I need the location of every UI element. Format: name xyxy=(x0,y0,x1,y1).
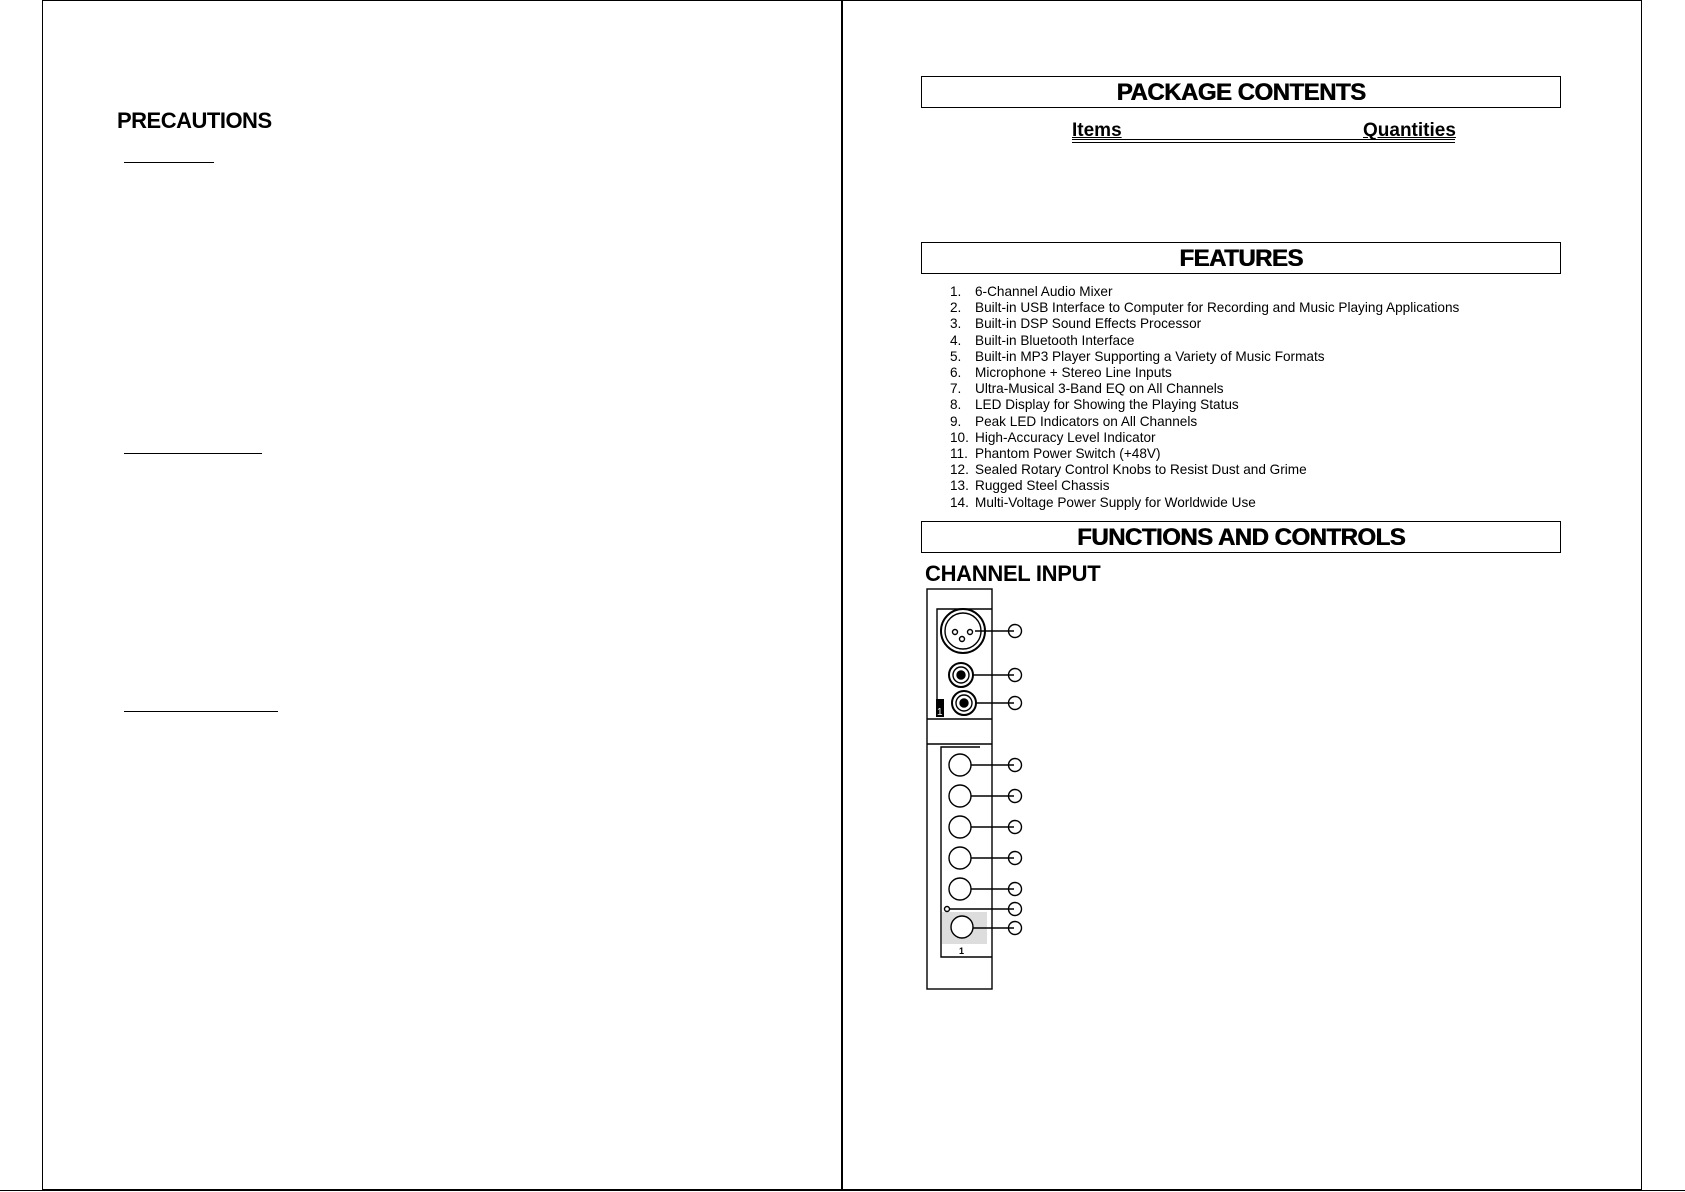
list-item: 14. Multi-Voltage Power Supply for Worldwide Use xyxy=(950,494,1256,510)
quantities-column-header: Quantities xyxy=(1363,120,1456,141)
list-item: 4. Built-in Bluetooth Interface xyxy=(950,332,1135,348)
section-rule-1 xyxy=(124,162,214,163)
list-item: 12. Sealed Rotary Control Knobs to Resist Dust and Grime xyxy=(950,462,1307,478)
features-list xyxy=(950,284,1459,511)
strip-bottom-label: 1 xyxy=(959,946,965,956)
list-item: 8. LED Display for Showing the Playing Status xyxy=(950,397,1239,413)
list-item: 13. Rugged Steel Chassis xyxy=(950,478,1110,494)
precautions-heading: PRECAUTIONS xyxy=(117,108,272,133)
package-contents-heading: PACKAGE CONTENTS xyxy=(921,76,1561,108)
functions-heading: FUNCTIONS AND CONTROLS xyxy=(921,521,1561,553)
features-heading: FEATURES xyxy=(921,242,1561,274)
items-column-header: Items xyxy=(1072,120,1122,141)
list-item: 6. Microphone + Stereo Line Inputs xyxy=(950,365,1172,381)
section-rule-2 xyxy=(124,453,262,454)
list-item: 9. Peak LED Indicators on All Channels xyxy=(950,413,1198,429)
list-item: 1. 6-Channel Audio Mixer xyxy=(950,284,1113,299)
channel-strip-diagram xyxy=(925,587,1037,993)
left-page xyxy=(42,0,842,1190)
list-item: 7. Ultra-Musical 3-Band EQ on All Channels xyxy=(950,381,1224,397)
list-item: 5. Built-in MP3 Player Supporting a Variety of Music Formats xyxy=(950,348,1325,364)
page-bottom-edge xyxy=(0,1190,1685,1191)
channel-input-title: CHANNEL INPUT xyxy=(925,561,1101,586)
list-item: 11. Phantom Power Switch (+48V) xyxy=(950,446,1161,462)
strip-channel-label: 1 xyxy=(937,707,943,718)
list-item: 10. High-Accuracy Level Indicator xyxy=(950,429,1156,445)
section-rule-3 xyxy=(124,711,278,712)
list-item: 2. Built-in USB Interface to Computer for Recording and Music Playing Applications xyxy=(950,300,1460,316)
list-item: 3. Built-in DSP Sound Effects Processor xyxy=(950,316,1202,332)
column-header-rule xyxy=(1072,139,1455,143)
